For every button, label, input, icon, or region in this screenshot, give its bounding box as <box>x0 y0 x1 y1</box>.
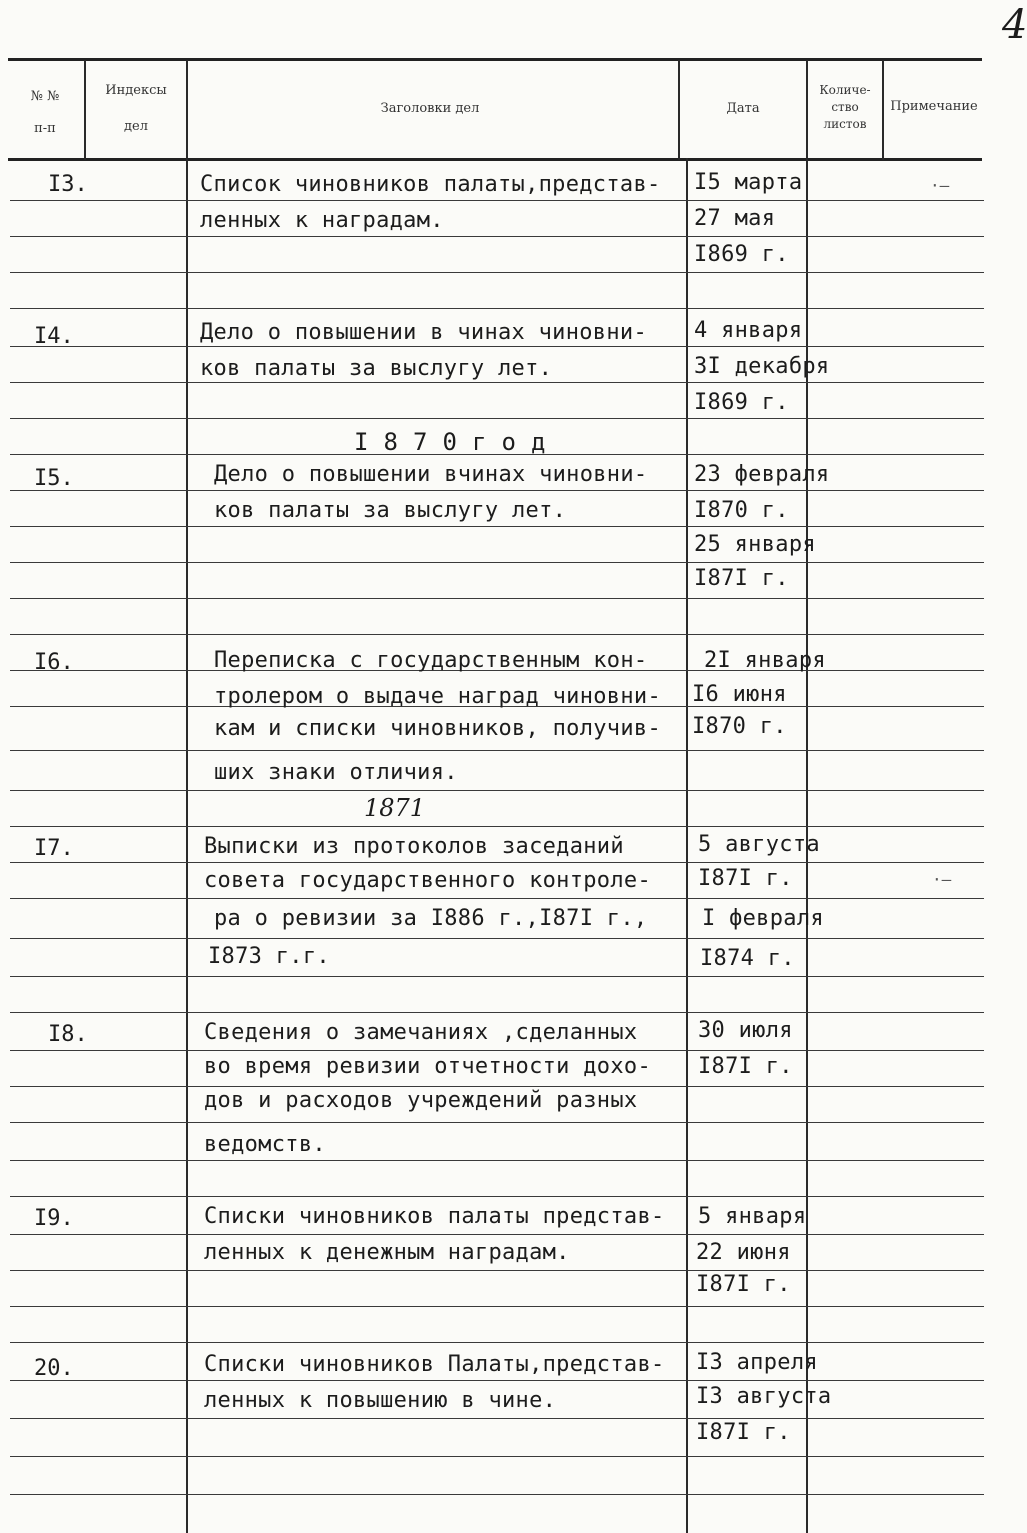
rule-line <box>10 236 984 237</box>
rule-line <box>10 750 984 751</box>
row-title-line: Списки чиновников палаты представ- <box>204 1204 665 1229</box>
row-date-line: I5 марта <box>694 170 803 195</box>
row-number: I4. <box>34 324 74 349</box>
header-bottom-rule <box>8 158 982 161</box>
row-title-line: совета государственного контроле- <box>204 868 651 893</box>
column-divider-title <box>686 158 688 1533</box>
row-date-line: 22 июня <box>696 1240 791 1265</box>
rule-line <box>10 790 984 791</box>
row-title-line: кам и списки чиновников, получив- <box>214 716 661 741</box>
row-date-line: I869 г. <box>694 390 789 415</box>
row-date-line: I874 г. <box>700 946 795 971</box>
rule-line <box>10 1012 984 1013</box>
header-no-label: № № <box>30 89 60 104</box>
row-date-line: 27 мая <box>694 206 776 231</box>
rule-line <box>10 1342 984 1343</box>
header-index-label: Индексы <box>105 83 167 98</box>
row-title-line: тролером о выдаче наград чиновни- <box>214 684 661 709</box>
header-title-label: Заголовки дел <box>380 101 480 116</box>
row-title-line: Переписка с государственным кон- <box>214 648 648 673</box>
rule-line <box>10 898 984 899</box>
rule-line <box>10 634 984 635</box>
rule-line <box>10 1494 984 1495</box>
header-count-line-3: листов <box>823 117 867 131</box>
header-no-sub: п-п <box>34 121 56 136</box>
row-date-line: I869 г. <box>694 242 789 267</box>
row-title-line: Выписки из протоколов заседаний <box>204 834 624 859</box>
row-title-line: Дело о повышении в чинах чиновни- <box>200 320 647 345</box>
row-date-line: 30 июля <box>698 1018 793 1043</box>
rule-line <box>10 1418 984 1419</box>
row-title-line: Список чиновников палаты,представ- <box>200 172 661 197</box>
row-title-line: ведомств. <box>204 1132 326 1157</box>
row-date-line: I87I г. <box>698 1054 793 1079</box>
row-note: ·– <box>930 176 950 195</box>
row-number: I8. <box>48 1022 88 1047</box>
row-title-line: Дело о повышении вчинах чиновни- <box>214 462 648 487</box>
row-title-line: ков палаты за выслугу лет. <box>200 356 553 381</box>
row-date-line: 4 января <box>694 318 803 343</box>
row-date-line: 5 января <box>698 1204 807 1229</box>
header-count-label <box>808 82 882 133</box>
rule-line <box>10 1270 984 1271</box>
row-title-line: ра о ревизии за I886 г.,I87I г., <box>214 906 648 931</box>
row-date-line: I3 апреля <box>696 1350 818 1375</box>
column-divider-title-header <box>678 60 680 160</box>
row-date-line: 5 августа <box>698 832 820 857</box>
rule-line <box>10 308 984 309</box>
row-date-line: I87I г. <box>696 1272 791 1297</box>
row-title-line: дов и расходов учреждений разных <box>204 1088 638 1113</box>
row-date-line: I87I г. <box>698 866 793 891</box>
row-date-line: I870 г. <box>692 714 787 739</box>
rule-line <box>10 1122 984 1123</box>
row-number: I7. <box>34 836 74 861</box>
row-date-line: I87I г. <box>694 566 789 591</box>
row-date-line: 3I декабря <box>694 354 830 379</box>
rule-line <box>10 1050 984 1051</box>
column-divider-date <box>806 60 808 1533</box>
row-number: I3. <box>48 172 88 197</box>
column-divider-count <box>882 60 884 160</box>
rule-line <box>10 526 984 527</box>
row-title-line: ших знаки отличия. <box>214 760 458 785</box>
row-number: I9. <box>34 1206 74 1231</box>
column-divider-index <box>186 60 188 1533</box>
page-number-mark: 4 <box>1002 2 1027 48</box>
header-index-sub: дел <box>124 119 148 134</box>
rule-line <box>10 1196 984 1197</box>
row-title-line: ленных к повышению в чине. <box>204 1388 557 1413</box>
rule-line <box>10 418 984 419</box>
rule-line <box>10 1234 984 1235</box>
row-date-line: I6 июня <box>692 682 787 707</box>
row-title-line: во время ревизии отчетности дохо- <box>204 1054 651 1079</box>
rule-line <box>10 1160 984 1161</box>
row-date-line: 23 февраля <box>694 462 830 487</box>
rule-line <box>10 938 984 939</box>
row-date-line: I3 августа <box>696 1384 832 1409</box>
row-title-line: I873 г.г. <box>208 944 330 969</box>
header-count-line-2: ство <box>831 100 859 114</box>
rule-line <box>10 862 984 863</box>
row-date-line: 2I января <box>704 648 826 673</box>
row-date-line: I87I г. <box>696 1420 791 1445</box>
year-heading-1870: I 8 7 0 г о д <box>354 428 546 456</box>
rule-line <box>10 346 984 347</box>
row-number: I6. <box>34 650 74 675</box>
row-number: I5. <box>34 466 74 491</box>
rule-line <box>10 598 984 599</box>
header-note-label: Примечание <box>890 99 978 114</box>
rule-line <box>10 490 984 491</box>
rule-line <box>10 1086 984 1087</box>
row-title-line: Сведения о замечаниях ,сделанных <box>204 1020 638 1045</box>
header-count-line-1: Количе- <box>819 83 871 97</box>
rule-line <box>10 1380 984 1381</box>
row-title-line: ков палаты за выслугу лет. <box>214 498 567 523</box>
rule-line <box>10 976 984 977</box>
rule-line <box>10 826 984 827</box>
header-top-rule <box>8 58 982 61</box>
row-title-line: Списки чиновников Палаты,представ- <box>204 1352 665 1377</box>
row-date-line: 25 января <box>694 532 816 557</box>
rule-line <box>10 272 984 273</box>
row-date-line: I870 г. <box>694 498 789 523</box>
rule-line <box>10 1456 984 1457</box>
rule-line <box>10 562 984 563</box>
row-date-line: I февраля <box>702 906 824 931</box>
rule-line <box>10 1306 984 1307</box>
header-date-label: Дата <box>726 101 760 116</box>
year-heading-1871: 1871 <box>364 794 426 822</box>
row-title-line: ленных к денежным наградам. <box>204 1240 570 1265</box>
rule-line <box>10 382 984 383</box>
row-title-line: ленных к наградам. <box>200 208 444 233</box>
row-number: 20. <box>34 1356 74 1381</box>
column-divider-no <box>84 60 86 160</box>
row-note: ·– <box>932 870 952 889</box>
rule-line <box>10 200 984 201</box>
